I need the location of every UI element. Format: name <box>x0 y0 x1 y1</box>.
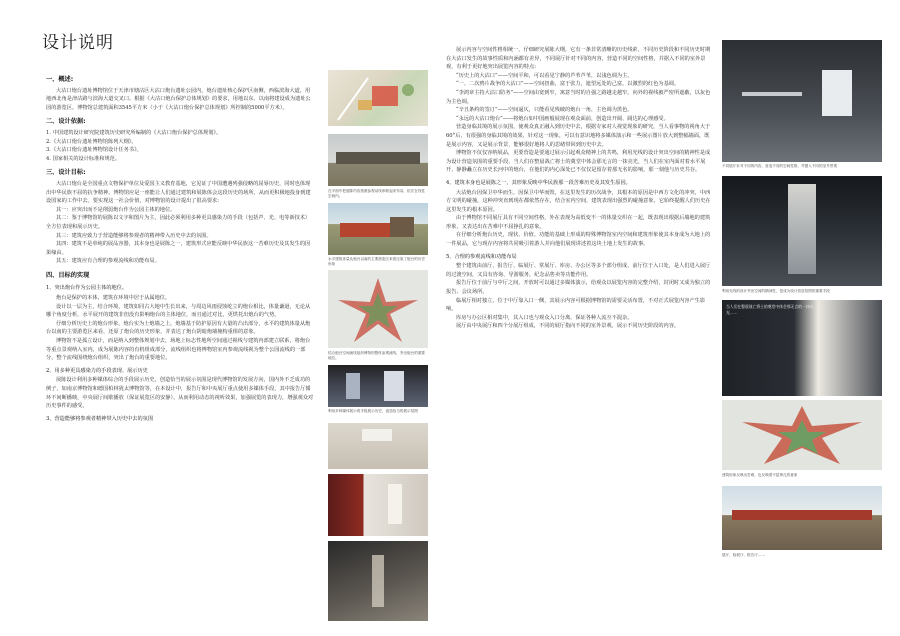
paragraph: 报告厅位于前厅与中厅之间，开放时可以通过多媒体演示，给观众以展览内容的完整介绍，封闭时又成为独立的报告、会议场所。 <box>446 280 711 296</box>
interior-render-image <box>328 365 428 407</box>
caption-text: 建筑形象反映出苦难，也反映着不屈挣扎的意象 <box>722 473 798 477</box>
subsection-heading: 4、建筑本身也是展陈之一，其形象反映中华民族那一段苦难历史及其发生原因。 <box>446 179 631 186</box>
gallery-render-image <box>328 474 428 536</box>
quote-item: “辛丑条约的签订”——空间逼仄，只能看见残破的炮台一角，主色调为黑色。 <box>456 107 633 114</box>
quote-item: “永远的大沽口炮台”——将炮台如中国画般展现在观众面前，创造出开阔、阔达的心理感受。 <box>456 115 669 122</box>
quote-item: “历史上的大沽口”——空间平和，可以看见宁静的芦苇芦苇，以浅色调为主。 <box>456 72 633 79</box>
caption-text: 在平面中把展陈内容按照参观动线串联起来布局，依次在线性空间内。 <box>328 189 426 198</box>
paragraph: 展陈设计利用多种媒体综合的手段展示历史，创造恰当的展示氛围是现代博物馆的发展方向，国内外不乏成功的例子，如南京博物馆和德国柏林犹太博物馆等，在本设计中，报告厅和中央展厅重点使用多媒体手段，其中报告厅循环不间断播映，中央展厅间歇播放（保证展览区的安静），从而利用动态的视听效果，加强展览的表现力，增强观众对历史事件的感受。 <box>46 377 314 410</box>
text-column-left <box>46 70 314 424</box>
paragraph: 博物馆不仅仅容纳展品，更要营造是要通过展示引起观众精神上的共鸣，利用光线的设计突出空间的精神性是成为设计营造氛围的重要手段，当人们在整晨战亡将士的奠堂中体会那无言的一抹亮光，当人们在室内面对着水平展开，静静矗立在历史长河中的炮台，在他们的内心深处已不仅仅是留存着那无名的影响，那一刻他与历史共存。 <box>446 150 711 174</box>
paragraph: 临展厅相对独立，位于中厅靠入口一侧，其展示内容可根据博物馆的需要灵活布置，不对正式展览内容产生影响。 <box>446 297 706 313</box>
hall-render-image <box>722 176 882 286</box>
paragraph: 设计以一层为主，结合环境，建筑如同古大地中生长出来，与周边风雨侵蚀屹立的炮台相比，体量谦逊，无论从哪个角度分析，水平展开的建筑非但没有影响炮台的主体地位，而且通过对比，更烘托出炮台的气势。 <box>46 303 311 319</box>
section-heading: 三、设计目标: <box>46 169 86 177</box>
paragraph: 由于博物馆不同展厅具有不同空间性格，外在表现为高低变不一的体量交织在一起，既表现出根据后墙地的建筑形象，又表达出在苦难中不屈挣扎的意象。 <box>446 215 711 230</box>
star-plan-drawing <box>328 270 428 348</box>
caption-text: 利用光线的设计突出空间的精神性，是成为设计营造氛围的重要手段 <box>722 289 830 293</box>
paragraph: 大沽口炮台遗址博物馆位于天津市塘沽区大沽口炮台遗址公园内，炮台遗址核心保护区南侧，西临滨海大道，用地西北角是津沽路与滨海大道交叉口。根据《大沽口炮台保护总体规划》的要求，用地以东、以南将建设成为遗址公园的游览区。博物馆总建筑面积3545平方米（小于《大沽口炮台保护总体规划》所控制的5000平方米）。 <box>46 87 311 111</box>
light-slot-render-image <box>722 300 882 396</box>
paragraph: 展厅由中央展厅和四个分展厅组成，不同的展厅指向不同的室外景观，展示不同历史阶段的内容。 <box>456 323 680 330</box>
star-aerial-image <box>722 400 882 470</box>
paragraph: 博物馆不是孤立设计，而是纳入到整体规划中去，场地上标志性地所空间通过视线与建筑内部建立联系，将炮台等重点景观纳入室内，成为展陈内容的有机组成部分，流线组织也将博物馆室内参观流线视为整个公园流线的一部分，整个流线围绕炮台组织，突出了炮台的重要地位。 <box>46 338 311 362</box>
paragraph: 仔细分析历史上的炮台形象，炮台实为土炮墙之上，炮墙基于防护原因有大量的凸出部分，水平的建筑体量从炮台以南的主要游览区来看，还原了炮台的历史形象，并表达了炮台阴暗炮墙掩构重组的意象。 <box>46 320 311 336</box>
caption-text: 展厅、临展厅、报告厅…… <box>722 553 766 557</box>
skylight-render-image <box>328 423 428 469</box>
caption-text: 利用多种媒体展示的手段展示历史，创造恰当的展示氛围 <box>328 409 418 413</box>
quote-item: “一、二次鸦片战争的大沽口”——空间扭曲，富于张力，遮望远处的己富，以激烈的红色为基调。 <box>456 81 680 88</box>
paragraph: 营造身临其境的展示氛围，使观众真正融入到历史中去，根据专家对人视觉现象的研究，当人看事物的视角大于60°后，有很强的身临其境的效果，针对这一现象，可以有意识地将多媒体演示和一些展示图片放大到整幅墙面，既是展示内容，又是展示背景，能够很好地将人的思绪带回到历史中去。 <box>446 124 711 148</box>
list-item: 1. 中国建筑设计研究院建筑历史研究所编制的《大沽口炮台保护总体规划》。 <box>46 129 222 136</box>
list-item: 其五：建筑应有合理的参观流线和功能布局。 <box>56 258 160 265</box>
subsection-heading: 5、合理的参观流线和功能布局 <box>446 253 517 260</box>
star-aerial-drawing <box>722 400 882 470</box>
list-item: 2.《大沽口炮台遗址博物馆陈列大纲》。 <box>46 138 137 145</box>
exterior-render-image <box>722 486 882 550</box>
paragraph: 在仔细分析炮台历史，现状、价值、功能的基础上形成的特殊博物馆室内空间和建筑形象使其本身成为大地上的一件展品，它与现存内容将共同吸引着游人并向他们展现讲述着这块土地上发生的故事。 <box>446 232 711 248</box>
quote-item: “李鸿章主持大沽口防务”——空间由宽到窄，寓意当时的自强之路越走越窄，向外的视线被严密所遮蔽，以灰色为主色调。 <box>446 89 711 105</box>
gallery-dark-image <box>722 40 882 162</box>
site-plan-drawing <box>328 70 428 126</box>
section-heading: 一、概述: <box>46 76 74 83</box>
paragraph: 大沽炮台因保卫中华而生，因保卫中华而毁，在这里发生的历次战争，其根本的原因是中西方文化的冲突，中西方文明的碰撞，这种冲突直到现在都依然存在，结合室内空间，建筑表现出强烈的碰撞意象，它始终提醒人们历史在这里发生的根本原因。 <box>446 189 711 213</box>
list-item: 其四：建筑不是单纯的展品容器，其本身也是展陈之一，建筑形式应能反映中华民族这一苦难历史及其发生的因果缘由。 <box>46 241 311 256</box>
paragraph: 炮台是保护的本体，建筑在环境中居于从属地位。 <box>56 295 171 302</box>
paragraph: 展示内容与空间性格相统一，仔细研究展陈大纲，它有一条非常清晰的历史线索，不同历史阶段和不同历史时期在大沽口发生的故事性质和内涵都有差异，不同展厅针对不同的内容，营造不同的空间性格，并据入不同的室外景观，有利于更好地突出展览内容的特点: <box>446 47 711 71</box>
side-caption-text: 当人们在整晨战亡将士的奠堂中体会那无言的一抹亮光…… <box>726 304 814 315</box>
list-item: 其三：建筑应致力于营造能够将参观者的精神带入历史中去的氛围。 <box>56 232 212 239</box>
text-column-right <box>446 46 714 331</box>
list-item: 其二：鉴于博物馆的展陈以文字和图片为主，因此必须利用多种更具感染力的手段（包括声、光、电等新技术）全方位表现和展示历史。 <box>46 215 311 230</box>
paragraph: 大沽口炮台是全国重点文物保护单位及爱国主义教育基地，它见证了中国遭遇列强侵略的屈辱历史，同时也体现出中华民族不屈的抗争精神。博物馆应是一座能让人们通过建筑和展陈体会这段历史的场所，从而更积极地投身到建设国家的工作中去。要实现这一社会价值，对博物馆的设计提出了很高要求: <box>46 180 311 205</box>
aerial-render-image <box>328 203 428 255</box>
caption-text: 不同展厅针对不同的内容，营造不同的空间性格，并据入不同的室外景观 <box>722 164 837 168</box>
site-plan-image <box>328 70 428 126</box>
list-item: 4. 国家相关的设计标准和规范。 <box>46 155 121 162</box>
subsection-heading: 2、用多种更具感染力的手段表现、展示历史 <box>46 367 148 374</box>
paragraph: 库房与办公区相对集中，其入口也与观众入口分离，保证各种人流互不混杂。 <box>456 314 633 321</box>
subsection-heading: 3、营造能够将参观者精神带入历史中去的氛围 <box>46 415 154 422</box>
caption-text: 水平建筑体量从炮台以南的主要游览区来看还原了炮台的历史形象 <box>328 257 426 266</box>
caption-text: 结合炮台空间流线组织博物馆整体参观流线，突出炮台的重要地位。 <box>328 351 426 360</box>
subsection-heading: 1、突出炮台作为公园主体的地位。 <box>46 285 128 292</box>
corridor-render-image <box>328 541 428 621</box>
page-title: 设计说明 <box>42 33 114 53</box>
paragraph: 整个建筑由前厅、报告厅、临展厅、常展厅、库房、办公区等多个部分组成，前厅位于入口处，是人们进入展厅的过渡空间，又具有咨询、导游服务，纪念品售卖等功能作用。 <box>446 263 711 278</box>
list-item: 3.《大沽口炮台遗址博物馆设计任务书》。 <box>46 147 142 154</box>
section-heading: 二、设计依据: <box>46 118 86 126</box>
star-plan-image <box>328 270 428 348</box>
section-heading: 四、目标的实现 <box>46 271 90 279</box>
list-item: 其一：应突出而不是削弱炮台作为公园主体的地位。 <box>56 206 176 213</box>
elevation-image <box>328 134 428 186</box>
